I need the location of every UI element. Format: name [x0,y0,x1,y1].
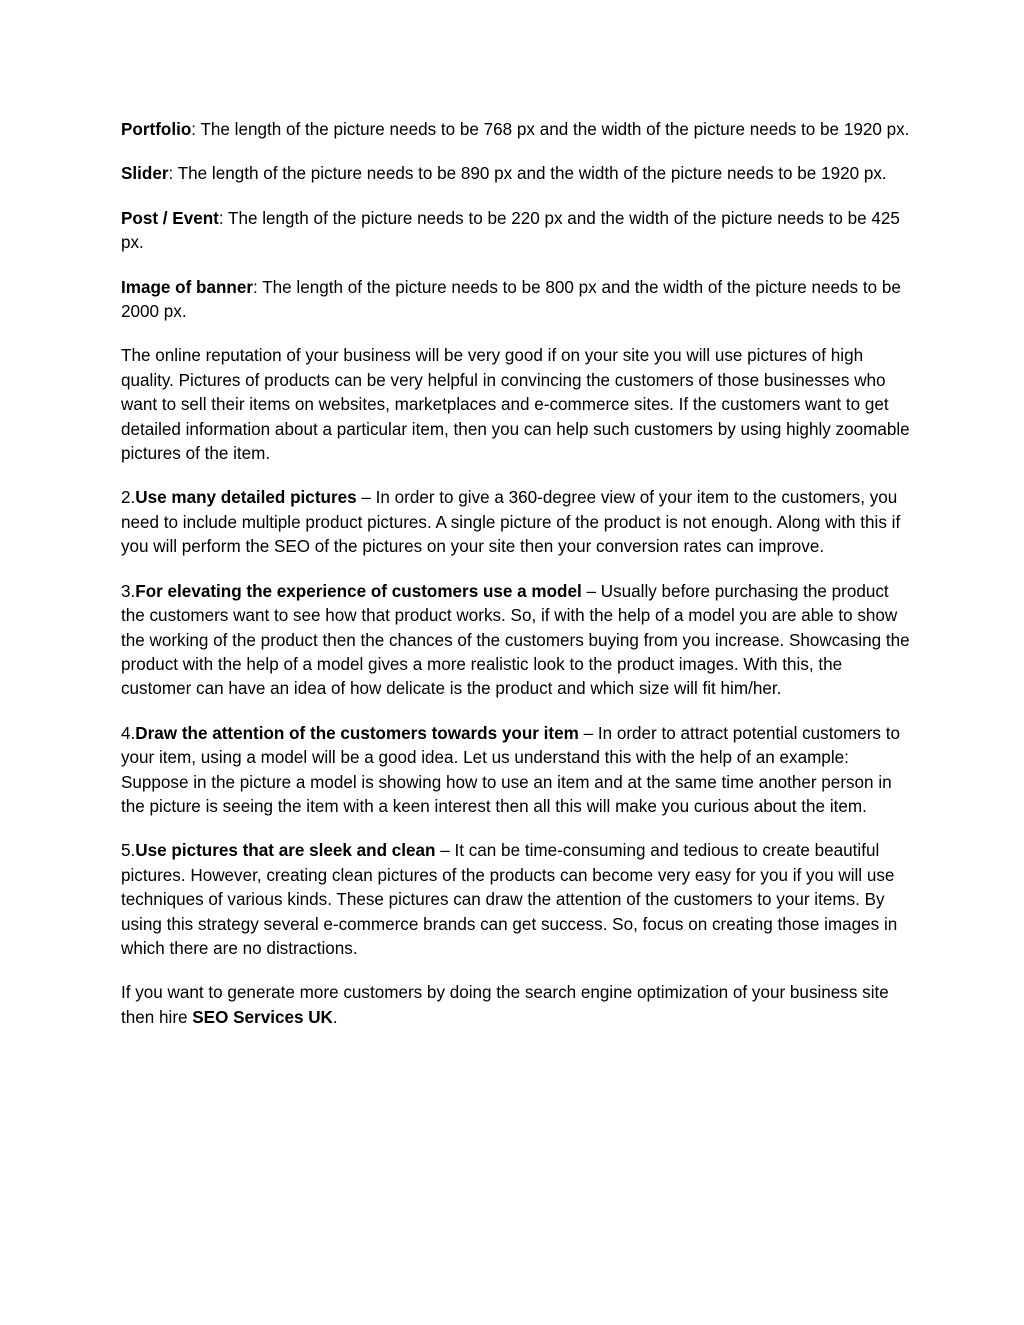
paragraph-closing-cta [121,981,911,1030]
para-number: 5. [121,841,136,861]
para-text: – In order to attract potential customers to your item, using a model will be a good idea. Let us understand this with the help of an example: Suppose in the picture a model is showing how to use an item and at the same time another person in the picture is seeing the item with a keen interest then all this will make you curious about the item. [121,723,900,816]
para-text: : The length of the picture needs to be 220 px and the width of the picture needs to be 425 px. [121,208,900,253]
paragraph-image-of-banner [121,276,911,325]
para-number: 2. [121,488,136,508]
paragraph-slider [121,162,911,186]
paragraph-item-4 [121,722,911,820]
para-bold-term: Image of banner [121,277,254,297]
para-bold-heading: For elevating the experience of customers use a model [135,581,582,601]
para-text: : The length of the picture needs to be 890 px and the width of the picture needs to be 1920 px. [168,164,887,184]
para-bold-heading: Use many detailed pictures [135,488,357,508]
para-bold-heading: Use pictures that are sleek and clean [135,841,436,861]
para-number: 3. [121,581,136,601]
document-page [121,118,911,1050]
para-bold-term: Slider [121,164,169,184]
paragraph-post-event [121,207,911,256]
para-bold-term: Portfolio [121,120,192,139]
para-bold-heading: Draw the attention of the customers towards your item [135,723,579,743]
para-text: The online reputation of your business will be very good if on your site you will use pictures of high quality. Pictures of products can be very helpful in convincing the customers of those businesses who want to sell their items on websites, marketplaces and e-commerce sites. If the customers want to get detailed information about a particular item, then you can help such customers by using highly zoomable pictures of the item. [121,346,910,464]
para-text: – In order to give a 360-degree view of your item to the customers, you need to include multiple product pictures. A single picture of the product is not enough. Along with this if you will perform the SEO of the pictures on your site then your conversion rates can improve. [121,488,901,557]
para-text: : The length of the picture needs to be 800 px and the width of the picture needs to be 2000 px. [121,277,901,322]
paragraph-item-3 [121,580,911,702]
para-text: If you want to generate more customers by doing the search engine optimization of your business site then hire [121,983,889,1027]
para-text: : The length of the picture needs to be 768 px and the width of the picture needs to be 1920 px. [191,120,910,139]
paragraph-item-2 [121,486,911,559]
paragraph-online-reputation [121,344,911,466]
para-suffix: . [332,1007,338,1027]
para-number: 4. [121,723,136,743]
paragraph-item-5 [121,839,911,961]
para-text: – It can be time-consuming and tedious to create beautiful pictures. However, creating clean pictures of the products can become very easy for you if you will use techniques of various kinds. These pictures can draw the attention of the customers to your items. By using this strategy several e-commerce brands can get success. So, focus on creating those images in which there are no distractions. [121,841,898,958]
para-bold-term: Post / Event [121,208,219,228]
paragraph-portfolio [121,118,911,142]
para-text: – Usually before purchasing the product the customers want to see how that product works. So, if with the help of a model you are able to show the working of the product then the chances of the customers buying from you increase. Showcasing the product with the help of a model gives a more realistic look to the product images. With this, the customer can have an idea of how delicate is the product and which size will fit him/her. [121,581,910,699]
seo-services-uk-link-text: SEO Services UK [192,1007,333,1027]
